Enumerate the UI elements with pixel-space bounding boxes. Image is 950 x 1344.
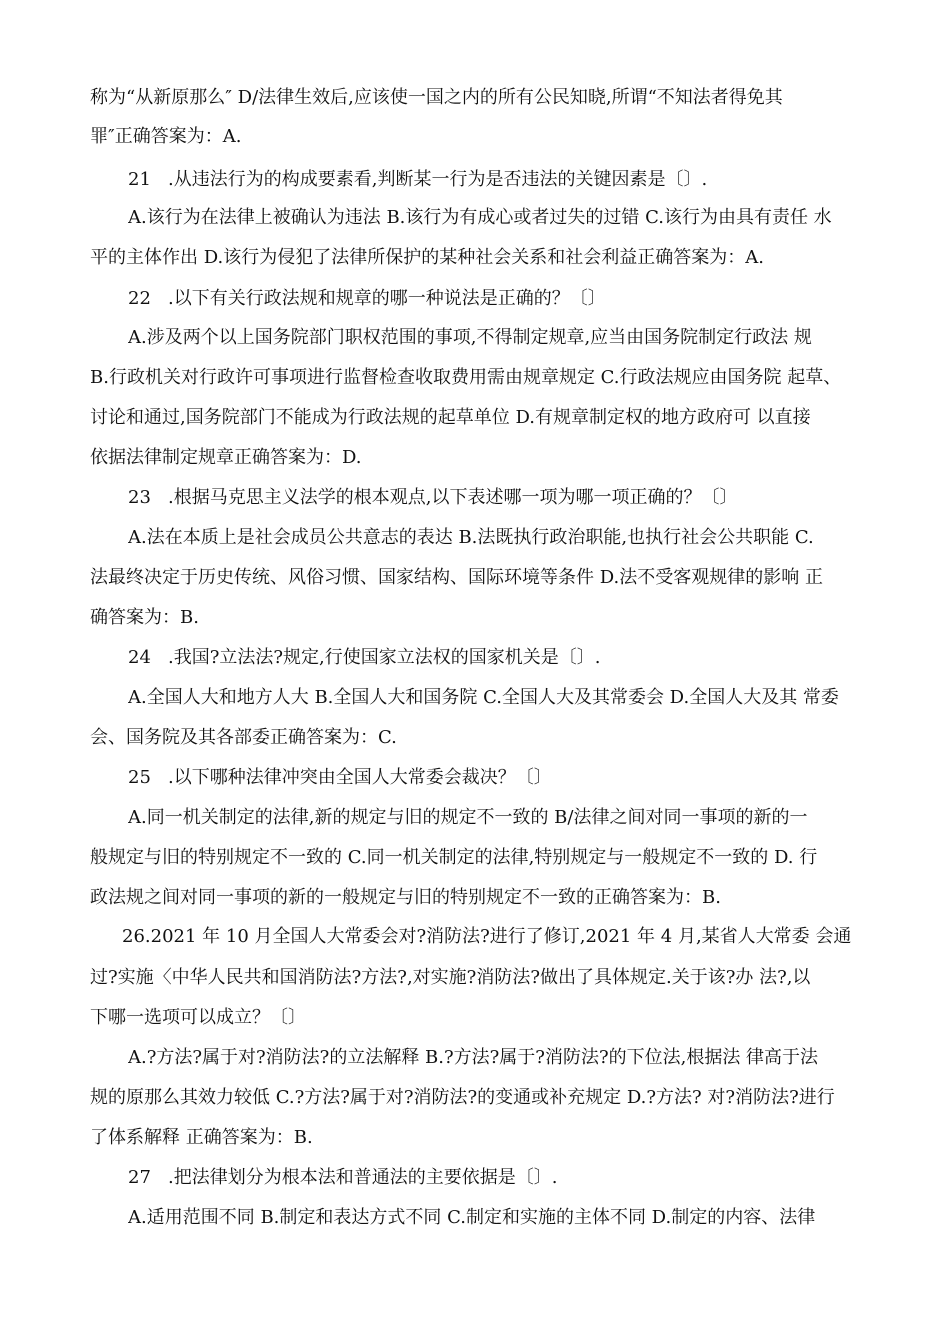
text-line: 依据法律制定规章正确答案为：D. xyxy=(90,447,362,468)
question-text: .以下哪种法律冲突由全国人大常委会裁决？〔〕 xyxy=(168,767,552,788)
text-line: 规的原那么其效力较低 C.?方法?属于对?消防法?的变通或补充规定 D.?方法? 对?消防法?进行 xyxy=(90,1087,835,1108)
text-line: B.行政机关对行政许可事项进行监督检查收取费用需由规章规定 C.行政法规应由国务院 起草、 xyxy=(90,367,842,388)
text-line: A.适用范围不同 B.制定和表达方式不同 C.制定和实施的主体不同 D.制定的内容、法律 xyxy=(128,1207,816,1228)
text-line: 法最终决定于历史传统、风俗习惯、国家结构、国际环境等条件 D.法不受客观规律的影响 正 xyxy=(90,567,823,588)
question-number: 22 xyxy=(128,288,151,309)
text-line: 了体系解释 正确答案为：B. xyxy=(90,1127,313,1148)
question-number: 23 xyxy=(128,487,151,508)
text-line: 讨论和通过,国务院部门不能成为行政法规的起草单位 D.有规章制定权的地方政府可 以直接 xyxy=(90,407,811,428)
text-line: A.该行为在法律上被确认为违法 B.该行为有成心或者过失的过错 C.该行为由具有责任 水 xyxy=(128,207,832,228)
question-27 xyxy=(128,1166,880,1190)
text-line: A.?方法?属于对?消防法?的立法解释 B.?方法?属于?消防法?的下位法,根据法 律高于法 xyxy=(128,1047,819,1068)
text-line: 确答案为：B. xyxy=(90,607,199,628)
text-line: A.同一机关制定的法律,新的规定与旧的规定不一致的 B/法律之间对同一事项的新的一 xyxy=(128,807,808,828)
question-26: 26.2021 年 10 月全国人大常委会对?消防法?进行了修订,2021 年 4 月,某省人大常委 会通 xyxy=(122,926,852,947)
text-line: 称为“从新原那么″ D/法律生效后,应该使一国之内的所有公民知晓,所谓“不知法者得免其 xyxy=(90,87,783,108)
question-text: .以下有关行政法规和规章的哪一种说法是正确的？〔〕 xyxy=(168,288,606,309)
text-line: 过?实施〈中华人民共和国消防法?方法?,对实施?消防法?做出了具体规定.关于该?办 法?,以 xyxy=(90,967,811,988)
question-number: 25 xyxy=(128,767,151,788)
question-number: 21 xyxy=(128,169,151,190)
question-24 xyxy=(128,646,880,670)
text-line: 会、国务院及其各部委正确答案为：C. xyxy=(90,727,397,748)
text-line: A.涉及两个以上国务院部门职权范围的事项,不得制定规章,应当由国务院制定行政法 规 xyxy=(128,327,812,348)
question-number: 27 xyxy=(128,1167,151,1188)
question-text: .我国?立法法?规定,行使国家立法权的国家机关是〔〕. xyxy=(168,647,601,668)
question-22 xyxy=(128,287,880,311)
text-line: 下哪一选项可以成立？〔〕 xyxy=(90,1007,306,1028)
question-text: .把法律划分为根本法和普通法的主要依据是〔〕. xyxy=(168,1167,558,1188)
question-number: 24 xyxy=(128,647,151,668)
question-23 xyxy=(128,486,880,510)
text-line: 般规定与旧的特别规定不一致的 C.同一机关制定的法律,特别规定与一般规定不一致的 D. 行 xyxy=(90,847,818,868)
text-line: A.全国人大和地方人大 B.全国人大和国务院 C.全国人大及其常委会 D.全国人大及其 常委 xyxy=(128,687,839,708)
text-line: 罪″正确答案为：A. xyxy=(90,126,242,147)
question-21 xyxy=(128,168,880,192)
question-25 xyxy=(128,766,880,790)
question-text: .从违法行为的构成要素看,判断某一行为是否违法的关键因素是〔〕. xyxy=(168,169,708,190)
text-line: 平的主体作出 D.该行为侵犯了法律所保护的某种社会关系和社会利益正确答案为：A. xyxy=(90,247,764,268)
text-line: A.法在本质上是社会成员公共意志的表达 B.法既执行政治职能,也执行社会公共职能 C. xyxy=(128,527,814,548)
text-line: 政法规之间对同一事项的新的一般规定与旧的特别规定不一致的正确答案为：B. xyxy=(90,887,721,908)
question-text: .根据马克思主义法学的根本观点,以下表述哪一项为哪一项正确的？〔〕 xyxy=(168,487,738,508)
